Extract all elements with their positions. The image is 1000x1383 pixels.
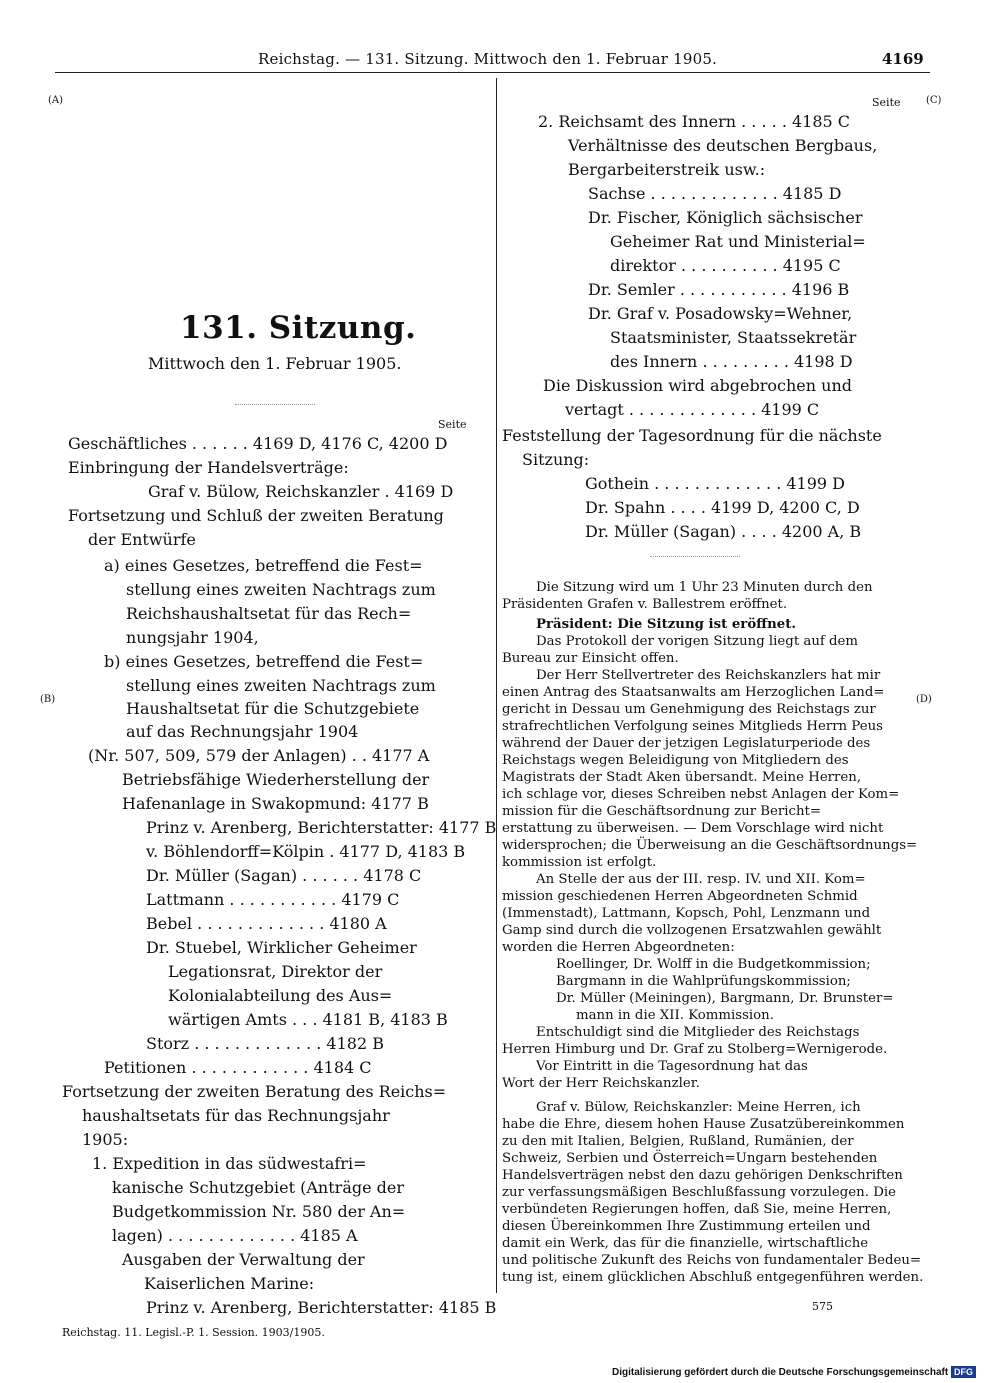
toc-entry: Fortsetzung und Schluß der zweiten Beratung bbox=[68, 506, 444, 525]
body-line: Die Sitzung wird um 1 Uhr 23 Minuten durch den bbox=[536, 580, 873, 595]
toc-entry: Verhältnisse des deutschen Bergbaus, bbox=[568, 136, 878, 155]
toc-entry: Einbringung der Handelsverträge: bbox=[68, 458, 349, 477]
toc-entry: des Innern . . . . . . . . . 4198 D bbox=[610, 352, 853, 371]
body-line: Bureau zur Einsicht offen. bbox=[502, 651, 679, 666]
toc-entry: der Entwürfe bbox=[88, 530, 196, 549]
body-line: während der Dauer der jetzigen Legislaturperiode des bbox=[502, 736, 871, 751]
body-line: und politische Zukunft des Reichs von fundamentaler Bedeu= bbox=[502, 1253, 922, 1268]
session-title: 131. Sitzung. bbox=[180, 310, 417, 346]
toc-entry: Feststellung der Tagesordnung für die nächste bbox=[502, 426, 882, 445]
body-line: Präsident: Die Sitzung ist eröffnet. bbox=[536, 617, 796, 632]
toc-entry: Kaiserlichen Marine: bbox=[144, 1274, 315, 1293]
body-line: verbündeten Regierungen hoffen, daß Sie, meine Herren, bbox=[502, 1202, 892, 1217]
toc-entry: Dr. Graf v. Posadowsky=Wehner, bbox=[588, 304, 853, 323]
page-number: 4169 bbox=[882, 50, 924, 68]
body-line: Dr. Müller (Meiningen), Bargmann, Dr. Brunster= bbox=[556, 991, 894, 1006]
toc-entry: kanische Schutzgebiet (Anträge der bbox=[112, 1178, 405, 1197]
body-line: zu den mit Italien, Belgien, Rußland, Rumänien, der bbox=[502, 1134, 854, 1149]
seite-label-right: Seite bbox=[872, 96, 901, 109]
toc-entry: Betriebsfähige Wiederherstellung der bbox=[122, 770, 430, 789]
margin-mark-c: (C) bbox=[926, 95, 942, 106]
body-line: habe die Ehre, diesem hohen Hause Zusatzübereinkommen bbox=[502, 1117, 905, 1132]
digitization-credit bbox=[612, 1367, 976, 1378]
column-number: 575 bbox=[812, 1300, 833, 1313]
toc-entry: Sitzung: bbox=[522, 450, 590, 469]
body-line: Gamp sind durch die vollzogenen Ersatzwahlen gewählt bbox=[502, 923, 882, 938]
toc-entry: haushaltsetats für das Rechnungsjahr bbox=[82, 1106, 390, 1125]
body-line: Der Herr Stellvertreter des Reichskanzlers hat mir bbox=[536, 668, 881, 683]
header-rule bbox=[55, 72, 930, 73]
toc-entry: Dr. Stuebel, Wirklicher Geheimer bbox=[146, 938, 417, 957]
session-date: Mittwoch den 1. Februar 1905. bbox=[148, 354, 402, 373]
body-line: Entschuldigt sind die Mitglieder des Reichstags bbox=[536, 1025, 860, 1040]
toc-entry: direktor . . . . . . . . . . 4195 C bbox=[610, 256, 841, 275]
toc-entry: Prinz v. Arenberg, Berichterstatter: 4185 B bbox=[146, 1298, 497, 1317]
toc-entry: Kolonialabteilung des Aus= bbox=[168, 986, 393, 1005]
toc-entry: Dr. Spahn . . . . 4199 D, 4200 C, D bbox=[585, 498, 860, 517]
dfg-logo: DFG bbox=[951, 1366, 976, 1378]
margin-mark-d: (D) bbox=[916, 694, 932, 705]
body-line: erstattung zu überweisen. — Dem Vorschlage wird nicht bbox=[502, 821, 884, 836]
toc-entry: Storz . . . . . . . . . . . . . 4182 B bbox=[146, 1034, 384, 1053]
seite-label-left: Seite bbox=[438, 418, 467, 431]
body-line: kommission ist erfolgt. bbox=[502, 855, 657, 870]
body-line: Graf v. Bülow, Reichskanzler: Meine Herren, ich bbox=[536, 1100, 861, 1115]
toc-entry: wärtigen Amts . . . 4181 B, 4183 B bbox=[168, 1010, 448, 1029]
body-line: Das Protokoll der vorigen Sitzung liegt auf dem bbox=[536, 634, 859, 649]
toc-entry: Dr. Müller (Sagan) . . . . 4200 A, B bbox=[585, 522, 862, 541]
header-title: Reichstag. — 131. Sitzung. Mittwoch den 1. Februar 1905. bbox=[258, 50, 718, 68]
title-separator bbox=[235, 404, 315, 405]
body-line: Wort der Herr Reichskanzler. bbox=[502, 1076, 700, 1091]
body-line: An Stelle der aus der III. resp. IV. und XII. Kom= bbox=[536, 872, 866, 887]
toc-entry: Bergarbeiterstreik usw.: bbox=[568, 160, 766, 179]
toc-entry: Die Diskussion wird abgebrochen und bbox=[543, 376, 852, 395]
body-line: tung ist, einem glücklichen Abschluß entgegenführen werden. bbox=[502, 1270, 924, 1285]
body-line: Herren Himburg und Dr. Graf zu Stolberg=Wernigerode. bbox=[502, 1042, 888, 1057]
body-line: mission für die Geschäftsordnung zur Bericht= bbox=[502, 804, 822, 819]
body-line: strafrechtlichen Verfolgung seines Mitglieds Herrn Peus bbox=[502, 719, 883, 734]
body-line: Reichstags wegen Beleidigung von Mitgliedern des bbox=[502, 753, 849, 768]
body-line: einen Antrag des Staatsanwalts am Herzoglichen Land= bbox=[502, 685, 885, 700]
body-line: Roellinger, Dr. Wolff in die Budgetkommission; bbox=[556, 957, 871, 972]
toc-entry: Gothein . . . . . . . . . . . . . 4199 D bbox=[585, 474, 845, 493]
toc-entry: Fortsetzung der zweiten Beratung des Reichs= bbox=[62, 1082, 447, 1101]
toc-entry: Hafenanlage in Swakopmund: 4177 B bbox=[122, 794, 429, 813]
body-line: (Immenstadt), Lattmann, Kopsch, Pohl, Lenzmann und bbox=[502, 906, 871, 921]
toc-entry: lagen) . . . . . . . . . . . . . 4185 A bbox=[112, 1226, 358, 1245]
body-line: zur verfassungsmäßigen Beschlußfassung vorzulegen. Die bbox=[502, 1185, 896, 1200]
toc-entry: Budgetkommission Nr. 580 der An= bbox=[112, 1202, 406, 1221]
body-line: Handelsverträgen nebst den dazu gehörigen Denkschriften bbox=[502, 1168, 903, 1183]
toc-entry: a) eines Gesetzes, betreffend die Fest= bbox=[104, 556, 423, 575]
toc-entry: vertagt . . . . . . . . . . . . . 4199 C bbox=[565, 400, 820, 419]
body-line: Bargmann in die Wahlprüfungskommission; bbox=[556, 974, 851, 989]
toc-entry: Bebel . . . . . . . . . . . . . 4180 A bbox=[146, 914, 387, 933]
toc-entry: Petitionen . . . . . . . . . . . . 4184 C bbox=[104, 1058, 372, 1077]
toc-entry: Reichshaushaltsetat für das Rech= bbox=[126, 604, 412, 623]
toc-entry: Sachse . . . . . . . . . . . . . 4185 D bbox=[588, 184, 842, 203]
toc-entry: Legationsrat, Direktor der bbox=[168, 962, 383, 981]
body-line: mission geschiedenen Herren Abgeordneten Schmid bbox=[502, 889, 858, 904]
body-line: Vor Eintritt in die Tagesordnung hat das bbox=[536, 1059, 808, 1074]
body-line: Präsidenten Grafen v. Ballestrem eröffnet. bbox=[502, 597, 788, 612]
body-line: mann in die XII. Kommission. bbox=[576, 1008, 774, 1023]
toc-entry: Dr. Semler . . . . . . . . . . . 4196 B bbox=[588, 280, 850, 299]
toc-entry: Geheimer Rat und Ministerial= bbox=[610, 232, 866, 251]
toc-entry: Staatsminister, Staatssekretär bbox=[610, 328, 857, 347]
margin-mark-a: (A) bbox=[48, 95, 64, 106]
body-line: gericht in Dessau um Genehmigung des Reichstags zur bbox=[502, 702, 876, 717]
toc-entry: Ausgaben der Verwaltung der bbox=[122, 1250, 365, 1269]
toc-entry: stellung eines zweiten Nachtrags zum bbox=[126, 676, 436, 695]
toc-entry: 1905: bbox=[82, 1130, 129, 1149]
margin-mark-b: (B) bbox=[40, 694, 56, 705]
toc-entry: (Nr. 507, 509, 579 der Anlagen) . . 4177 A bbox=[88, 746, 430, 765]
column-divider bbox=[496, 78, 497, 1293]
toc-entry: Graf v. Bülow, Reichskanzler . 4169 D bbox=[148, 482, 454, 501]
toc-entry: Prinz v. Arenberg, Berichterstatter: 4177 B bbox=[146, 818, 497, 837]
credit-text: Digitalisierung gefördert durch die Deutsche Forschungsgemeinschaft bbox=[612, 1367, 949, 1378]
body-line: damit ein Werk, das für die finanzielle, wirtschaftliche bbox=[502, 1236, 869, 1251]
toc-entry: auf das Rechnungsjahr 1904 bbox=[126, 722, 359, 741]
toc-entry: nungsjahr 1904, bbox=[126, 628, 259, 647]
toc-entry: b) eines Gesetzes, betreffend die Fest= bbox=[104, 652, 424, 671]
body-line: Magistrats der Stadt Aken übersandt. Meine Herren, bbox=[502, 770, 862, 785]
toc-entry: Lattmann . . . . . . . . . . . 4179 C bbox=[146, 890, 400, 909]
toc-entry: stellung eines zweiten Nachtrags zum bbox=[126, 580, 436, 599]
toc-separator bbox=[650, 556, 740, 557]
body-line: worden die Herren Abgeordneten: bbox=[502, 940, 735, 955]
body-line: diesen Übereinkommen Ihre Zustimmung erteilen und bbox=[502, 1219, 871, 1234]
toc-entry: 1. Expedition in das südwestafri= bbox=[92, 1154, 367, 1173]
toc-entry: Haushaltsetat für die Schutzgebiete bbox=[126, 699, 420, 718]
body-line: Schweiz, Serbien und Österreich=Ungarn bestehenden bbox=[502, 1151, 878, 1166]
toc-entry: Dr. Müller (Sagan) . . . . . . 4178 C bbox=[146, 866, 422, 885]
footer-left: Reichstag. 11. Legisl.-P. 1. Session. 1903/1905. bbox=[62, 1326, 325, 1339]
body-line: widersprochen; die Überweisung an die Geschäftsordnungs= bbox=[502, 838, 918, 853]
toc-entry: 2. Reichsamt des Innern . . . . . 4185 C bbox=[538, 112, 851, 131]
body-line: ich schlage vor, dieses Schreiben nebst Anlagen der Kom= bbox=[502, 787, 900, 802]
toc-entry: Geschäftliches . . . . . . 4169 D, 4176 C, 4200 D bbox=[68, 434, 448, 453]
toc-entry: Dr. Fischer, Königlich sächsischer bbox=[588, 208, 863, 227]
toc-entry: v. Böhlendorff=Kölpin . 4177 D, 4183 B bbox=[146, 842, 466, 861]
